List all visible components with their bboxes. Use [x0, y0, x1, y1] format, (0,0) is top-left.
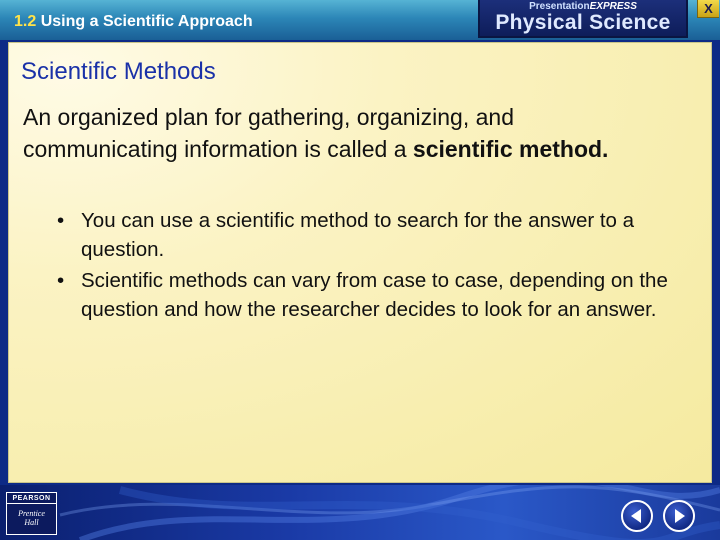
footer-swirl-decoration	[0, 485, 720, 540]
bullet-icon: •	[57, 209, 65, 232]
slide-heading: Scientific Methods	[21, 58, 216, 85]
pearson-prentice-hall-logo	[6, 492, 57, 535]
header-bar	[0, 0, 720, 40]
bullet-list	[57, 206, 702, 324]
section-title	[14, 13, 253, 31]
next-slide-button[interactable]	[663, 500, 695, 532]
list-item	[57, 266, 702, 324]
presentation-express-logo	[478, 0, 688, 38]
slide-panel	[8, 42, 712, 483]
triangle-left-icon	[623, 502, 651, 530]
previous-slide-button[interactable]	[621, 500, 653, 532]
intro-term: scientific method.	[412, 136, 609, 162]
bullet-text: Scientific methods can vary from case to case, depending on the question and how the researcher decides to look for an answer.	[81, 269, 668, 321]
publisher-sub-2: Hall	[24, 518, 39, 527]
bullet-icon: •	[57, 269, 65, 292]
bullet-text: You can use a scientific method to search for the answer to a question.	[81, 209, 635, 261]
intro-text: An organized plan for gathering, organizing, and communicating information is called a	[23, 104, 515, 162]
footer-bar	[0, 485, 720, 540]
close-button[interactable]: X	[697, 0, 719, 18]
section-number: 1.2	[14, 13, 37, 30]
publisher-name: PEARSON	[7, 493, 56, 504]
logo-title: Physical Science	[495, 11, 671, 34]
logo-tagline-prefix: Presentation	[529, 1, 590, 12]
triangle-right-icon	[665, 502, 693, 530]
section-title-text: Using a Scientific Approach	[40, 13, 253, 30]
slide-intro	[23, 101, 663, 165]
logo-tagline-emphasis: EXPRESS	[589, 1, 637, 12]
list-item	[57, 206, 702, 264]
publisher-sub-1: Prentice	[18, 509, 45, 518]
